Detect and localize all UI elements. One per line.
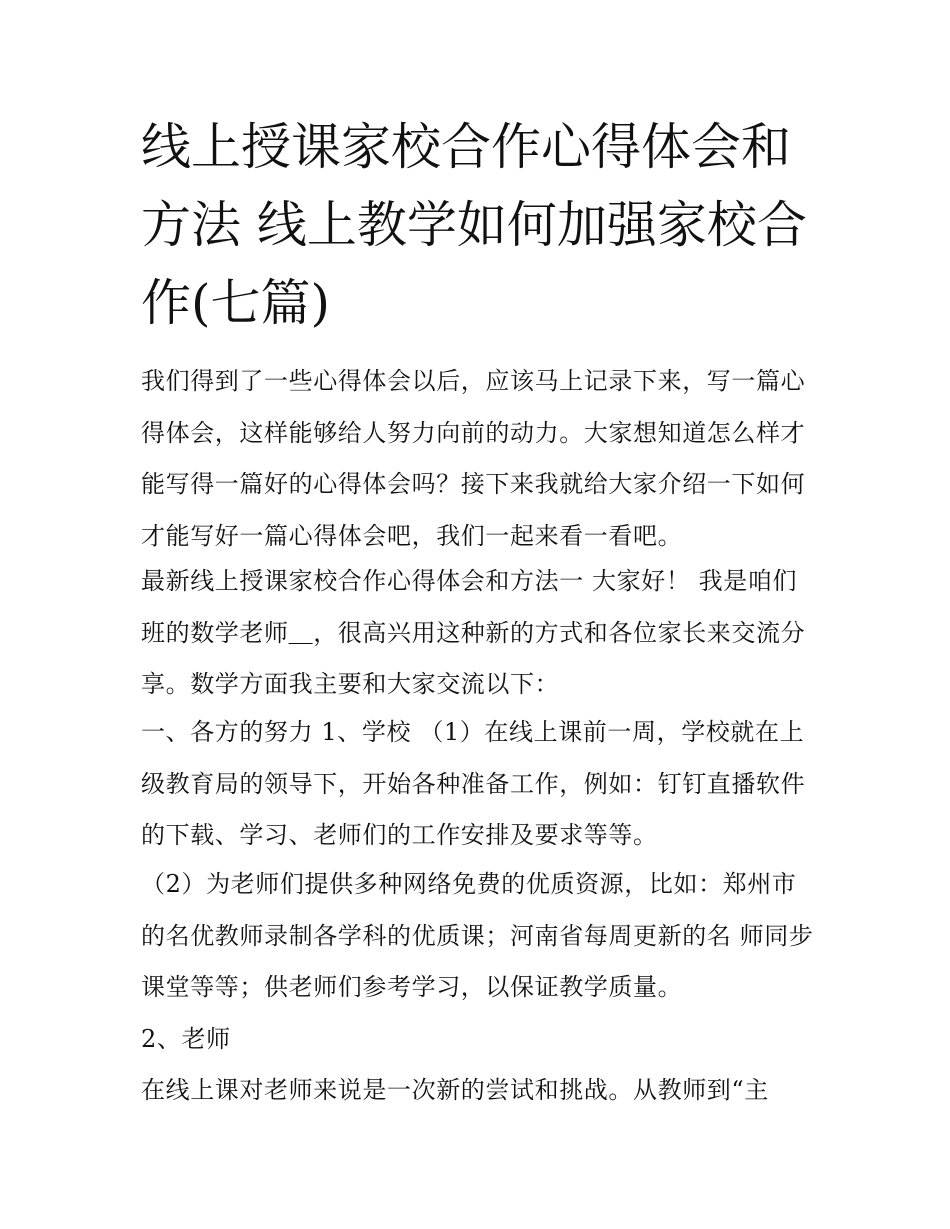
- document-title: 线上授课家校合作心得体会和方法 线上教学如何加强家校合作(七篇): [141, 118, 807, 332]
- intro-paragraph: 我们得到了一些心得体会以后，应该马上记录下来，写一篇心得体会，这样能够给人努力向前的动力。大家想知道怎么样才能写得一篇好的心得体会吗？接下来我就给大家介绍一下如何才能写好一篇心得体会吧，我们一起来看一看吧。: [141, 367, 806, 550]
- body-paragraph: （2）为老师们提供多种网络免费的优质资源，比如：郑州市的名优教师录制各学科的优质课；河南省每周更新的名 师同步课堂等等；供老师们参考学习，以保证教学质量。: [141, 870, 814, 1001]
- body-paragraph: 最新线上授课家校合作心得体会和方法一 大家好！ 我是咱们班的数学老师＿，很高兴用这种新的方式和各位家长来交流分享。数学方面我主要和大家交流以下：: [141, 567, 806, 698]
- body-paragraph: 在线上课对老师来说是一次新的尝试和挑战。从教师到“主: [141, 1076, 769, 1104]
- section-heading: 2、老师: [141, 1025, 231, 1053]
- body-paragraph: 一、各方的努力 1、学校 （1）在线上课前一周，学校就在上级教育局的领导下，开始各种准备工作，例如：钉钉直播软件的下载、学习、老师们的工作安排及要求等等。: [141, 718, 806, 849]
